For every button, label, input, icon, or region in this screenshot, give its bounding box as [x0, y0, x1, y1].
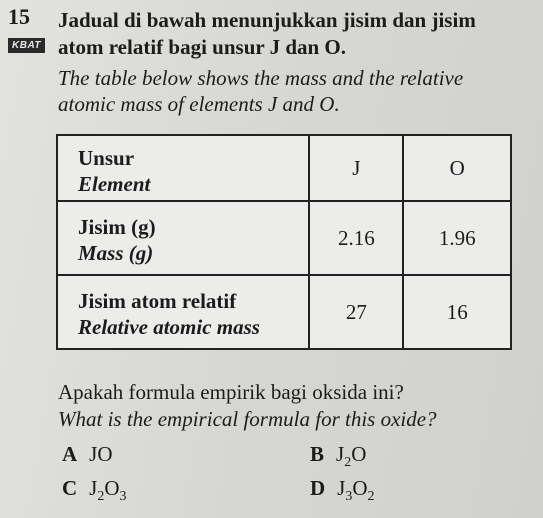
header-col-j: J: [309, 135, 403, 201]
row-label: [57, 201, 309, 275]
option-formula: JO: [89, 442, 113, 466]
cell-o-mass: 1.96: [403, 201, 511, 275]
data-table: [56, 134, 512, 350]
option-d[interactable]: [310, 476, 375, 505]
row-label-malay: Jisim atom relatif: [78, 289, 237, 313]
option-formula: $J_2O_3$: [89, 476, 127, 505]
question-text-english-2: atomic mass of elements J and O.: [58, 92, 340, 116]
table-row: [57, 275, 511, 349]
cell-j-ram: 27: [309, 275, 403, 349]
cell-o-ram: 16: [403, 275, 511, 349]
kbat-badge: KBAT: [8, 38, 45, 53]
question-text-english-1: The table below shows the mass and the relative: [58, 66, 464, 90]
prompt-english: What is the empirical formula for this oxide?: [58, 407, 437, 431]
prompt-malay: Apakah formula empirik bagi oksida ini?: [58, 380, 404, 404]
option-letter: C: [62, 476, 78, 500]
option-letter: D: [310, 476, 326, 500]
header-label-malay: Unsur: [78, 146, 135, 170]
option-b[interactable]: [310, 442, 366, 471]
option-formula: $J_3O_2$: [337, 476, 375, 505]
row-label: [57, 275, 309, 349]
question-text-malay-1: Jadual di bawah menunjukkan jisim dan jisim: [58, 8, 476, 32]
table-header-row: [57, 135, 511, 201]
option-formula: $J_2O$: [336, 442, 367, 471]
option-c[interactable]: [62, 476, 127, 505]
row-label-english: Mass (g): [78, 241, 154, 265]
row-label-english: Relative atomic mass: [78, 315, 260, 339]
question-text-malay-2: atom relatif bagi unsur J dan O.: [58, 35, 347, 59]
table-row: [57, 201, 511, 275]
header-label-english: Element: [78, 172, 151, 196]
row-label-malay: Jisim (g): [78, 215, 156, 239]
question-number: 15: [8, 4, 30, 29]
option-letter: B: [310, 442, 325, 466]
option-a[interactable]: [62, 442, 113, 467]
header-col-o: O: [403, 135, 511, 201]
table-header-label: [57, 135, 309, 201]
cell-j-mass: 2.16: [309, 201, 403, 275]
option-letter: A: [62, 442, 78, 466]
